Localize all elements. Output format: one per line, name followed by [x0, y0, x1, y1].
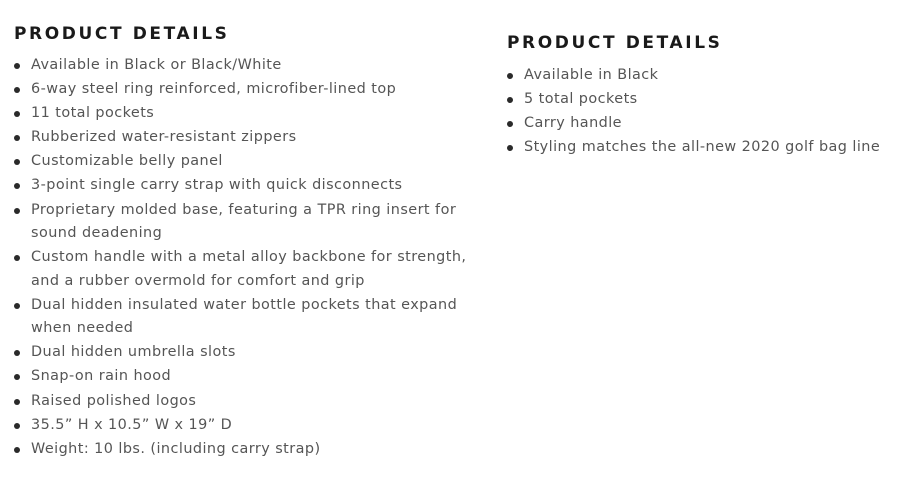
list-item: [507, 88, 892, 112]
bullet-icon: [14, 111, 20, 117]
list-item-text: 11 total pockets: [31, 105, 155, 122]
feature-list: [14, 54, 484, 461]
section-title: PRODUCT DETAILS: [14, 24, 230, 44]
list-item: [507, 112, 892, 136]
bullet-icon: [14, 63, 20, 69]
list-item: [14, 341, 484, 365]
bullet-icon: [14, 255, 20, 261]
list-item: [14, 365, 484, 389]
list-item-text: Rubberized water-resistant zippers: [31, 129, 297, 146]
section-title: PRODUCT DETAILS: [507, 33, 723, 53]
bullet-icon: [14, 183, 20, 189]
bullet-icon: [14, 87, 20, 93]
bullet-icon: [507, 73, 513, 79]
list-item-text: Carry handle: [524, 115, 622, 132]
list-item-text: Custom handle with a metal alloy backbone for strength, and a rubber overmold for comfort and grip: [31, 249, 467, 289]
bullet-icon: [14, 303, 20, 309]
bullet-icon: [14, 423, 20, 429]
bullet-icon: [14, 447, 20, 453]
bullet-icon: [14, 135, 20, 141]
list-item-text: Styling matches the all-new 2020 golf bag line: [524, 139, 881, 156]
list-item-text: Available in Black or Black/White: [31, 57, 282, 73]
list-item: [14, 199, 484, 246]
list-item: [14, 390, 484, 414]
bullet-icon: [507, 97, 513, 103]
list-item-text: Available in Black: [524, 67, 659, 83]
list-item-text: 5 total pockets: [524, 91, 638, 108]
product-details-right: [507, 31, 892, 160]
list-item-text: 35.5” H x 10.5” W x 19” D: [31, 416, 233, 433]
bullet-icon: [14, 374, 20, 380]
list-item: [14, 150, 484, 174]
list-item: [507, 64, 892, 88]
product-details-left: [14, 22, 484, 462]
list-item: [14, 126, 484, 150]
list-item: [507, 136, 892, 160]
list-item: [14, 102, 484, 126]
list-item-text: Snap-on rain hood: [31, 368, 172, 385]
list-item-text: Customizable belly panel: [31, 153, 223, 170]
list-item: [14, 414, 484, 438]
list-item: [14, 174, 484, 198]
list-item: [14, 54, 484, 78]
bullet-icon: [14, 208, 20, 214]
list-item: [14, 438, 484, 462]
list-item-text: Proprietary molded base, featuring a TPR ring insert for sound deadening: [31, 201, 457, 242]
bullet-icon: [14, 350, 20, 356]
list-item-text: Dual hidden umbrella slots: [31, 344, 236, 361]
list-item: [14, 246, 484, 293]
list-item-text: 3-point single carry strap with quick disconnects: [31, 177, 403, 194]
list-item-text: Weight: 10 lbs. (including carry strap): [31, 440, 321, 457]
bullet-icon: [14, 159, 20, 165]
list-item: [14, 294, 484, 341]
list-item: [14, 78, 484, 102]
list-item-text: 6-way steel ring reinforced, microfiber-lined top: [31, 81, 397, 98]
bullet-icon: [507, 145, 513, 151]
list-item-text: Raised polished logos: [31, 392, 197, 409]
bullet-icon: [14, 399, 20, 405]
feature-list: [507, 64, 892, 160]
list-item-text: Dual hidden insulated water bottle pockets that expand when needed: [31, 296, 458, 337]
bullet-icon: [507, 121, 513, 127]
